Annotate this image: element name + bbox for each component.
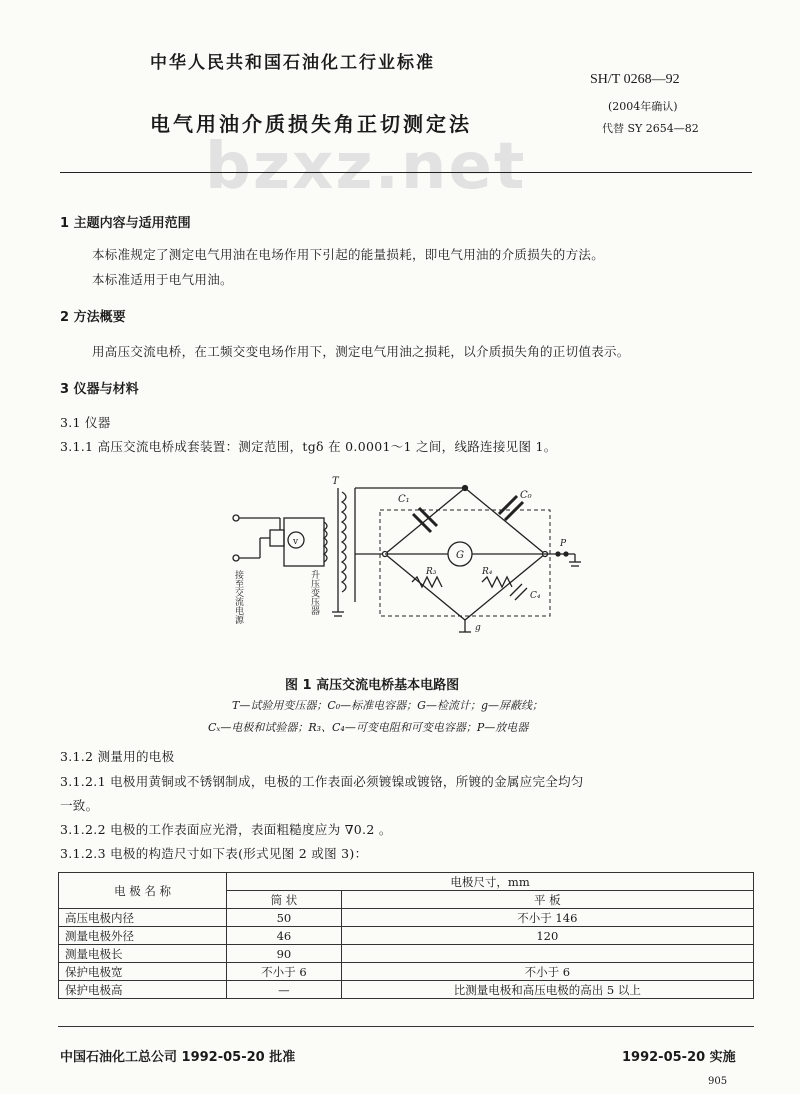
section-2-heading: 2 方法概要 <box>60 310 126 325</box>
resistor-R3 <box>412 577 442 587</box>
transformer-T <box>342 492 346 592</box>
table-row <box>59 945 754 963</box>
discharger-P <box>556 552 560 556</box>
section-3-1-2-1-line-1: 3.1.2.1 电极用黄铜或不锈钢制成，电极的工作表面必须镀镍或镀铬，所镀的金属应完全均匀 <box>60 774 584 789</box>
implementation-date: 1992-05-20 实施 <box>622 1050 736 1065</box>
row-name: 保护电极高 <box>59 981 227 999</box>
row-plate: 120 <box>341 927 753 945</box>
label-g: g <box>475 623 481 633</box>
row-plate: 不小于 6 <box>341 963 753 981</box>
watermark: bzxz.net <box>205 130 527 204</box>
label-T: T <box>332 476 339 487</box>
label-R3: R₃ <box>426 567 437 577</box>
standard-title: 电气用油介质损失角正切测定法 <box>150 112 472 136</box>
regulator-box <box>270 530 284 546</box>
label-P: P <box>560 539 567 549</box>
figure-1-legend-line-1: T—试验用变压器；C₀—标准电容器；G—检流计；g—屏蔽线； <box>232 699 543 712</box>
section-3-1-1: 3.1.1 高压交流电桥成套装置：测定范围，tgδ 在 0.0001～1 之间，线路连接见图 1。 <box>60 439 557 454</box>
replaces-standard: 代替 SY 2654—82 <box>602 122 699 135</box>
section-3-heading: 3 仪器与材料 <box>60 382 139 397</box>
bridge-circuit-diagram <box>220 470 600 660</box>
figure-1-title: 图 1 高压交流电桥基本电路图 <box>285 678 460 693</box>
table-row <box>59 909 754 927</box>
standard-number: SH/T 0268—92 <box>590 72 680 87</box>
table-row <box>59 981 754 999</box>
row-plate: 不小于 146 <box>341 909 753 927</box>
section-1-heading: 1 主题内容与适用范围 <box>60 216 191 231</box>
header-rule <box>60 172 752 173</box>
section-1-para-1: 本标准规定了测定电气用油在电场作用下引起的能量损耗，即电气用油的介质损失的方法。 <box>92 247 605 262</box>
table-row <box>59 963 754 981</box>
section-3-1-2-2: 3.1.2.2 电极的工作表面应光滑，表面粗糙度应为 ∇0.2 。 <box>60 822 392 837</box>
shield-g <box>380 510 550 616</box>
header-unit: 电极尺寸，mm <box>227 873 754 891</box>
section-3-1-2-3: 3.1.2.3 电极的构造尺寸如下表(形式见图 2 或图 3)： <box>60 846 368 861</box>
label-step-up: 升压变压器 <box>309 570 319 615</box>
approval-info: 中国石油化工总公司 1992-05-20 批准 <box>60 1050 296 1065</box>
page-number: 905 <box>708 1076 728 1087</box>
label-ac-source: 接至交流电源 <box>233 570 243 624</box>
section-3-1-2-heading: 3.1.2 测量用的电极 <box>60 749 175 764</box>
label-R4: R₄ <box>482 567 493 577</box>
label-C0: C₀ <box>520 490 532 501</box>
table-header-row <box>59 873 754 891</box>
section-1-para-2: 本标准适用于电气用油。 <box>92 272 233 287</box>
voltmeter-label: v <box>293 537 299 547</box>
row-name: 保护电极宽 <box>59 963 227 981</box>
row-tube: 46 <box>227 927 342 945</box>
row-plate <box>341 945 753 963</box>
header-electrode-name: 电 极 名 称 <box>59 873 227 909</box>
input-terminal-top <box>233 515 239 521</box>
label-C1: C₁ <box>398 494 410 505</box>
row-tube: 90 <box>227 945 342 963</box>
label-G: G <box>456 550 464 561</box>
row-plate: 比测量电极和高压电极的高出 5 以上 <box>341 981 753 999</box>
input-terminal-bottom <box>233 555 239 561</box>
row-tube: 50 <box>227 909 342 927</box>
confirmation-year: (2004年确认) <box>608 100 678 113</box>
section-2-para-1: 用高压交流电桥，在工频交变电场作用下，测定电气用油之损耗，以介质损失角的正切值表示。 <box>92 344 630 359</box>
row-tube: — <box>227 981 342 999</box>
section-3-1-2-1-line-2: 一致。 <box>60 798 99 813</box>
row-name: 测量电极长 <box>59 945 227 963</box>
label-C4: C₄ <box>530 591 541 601</box>
row-tube: 不小于 6 <box>227 963 342 981</box>
electrode-dimension-table <box>58 872 754 999</box>
table-row <box>59 927 754 945</box>
row-name: 高压电极内径 <box>59 909 227 927</box>
footer-rule <box>58 1026 754 1027</box>
header-plate: 平 板 <box>341 891 753 909</box>
figure-1-legend-line-2: Cₓ—电极和试验器；R₃、C₄—可变电阻和可变电容器；P—放电器 <box>208 721 529 734</box>
issuing-organization: 中华人民共和国石油化工行业标准 <box>150 53 435 73</box>
row-name: 测量电极外径 <box>59 927 227 945</box>
header-tube: 筒 状 <box>227 891 342 909</box>
section-3-1-heading: 3.1 仪器 <box>60 415 111 430</box>
